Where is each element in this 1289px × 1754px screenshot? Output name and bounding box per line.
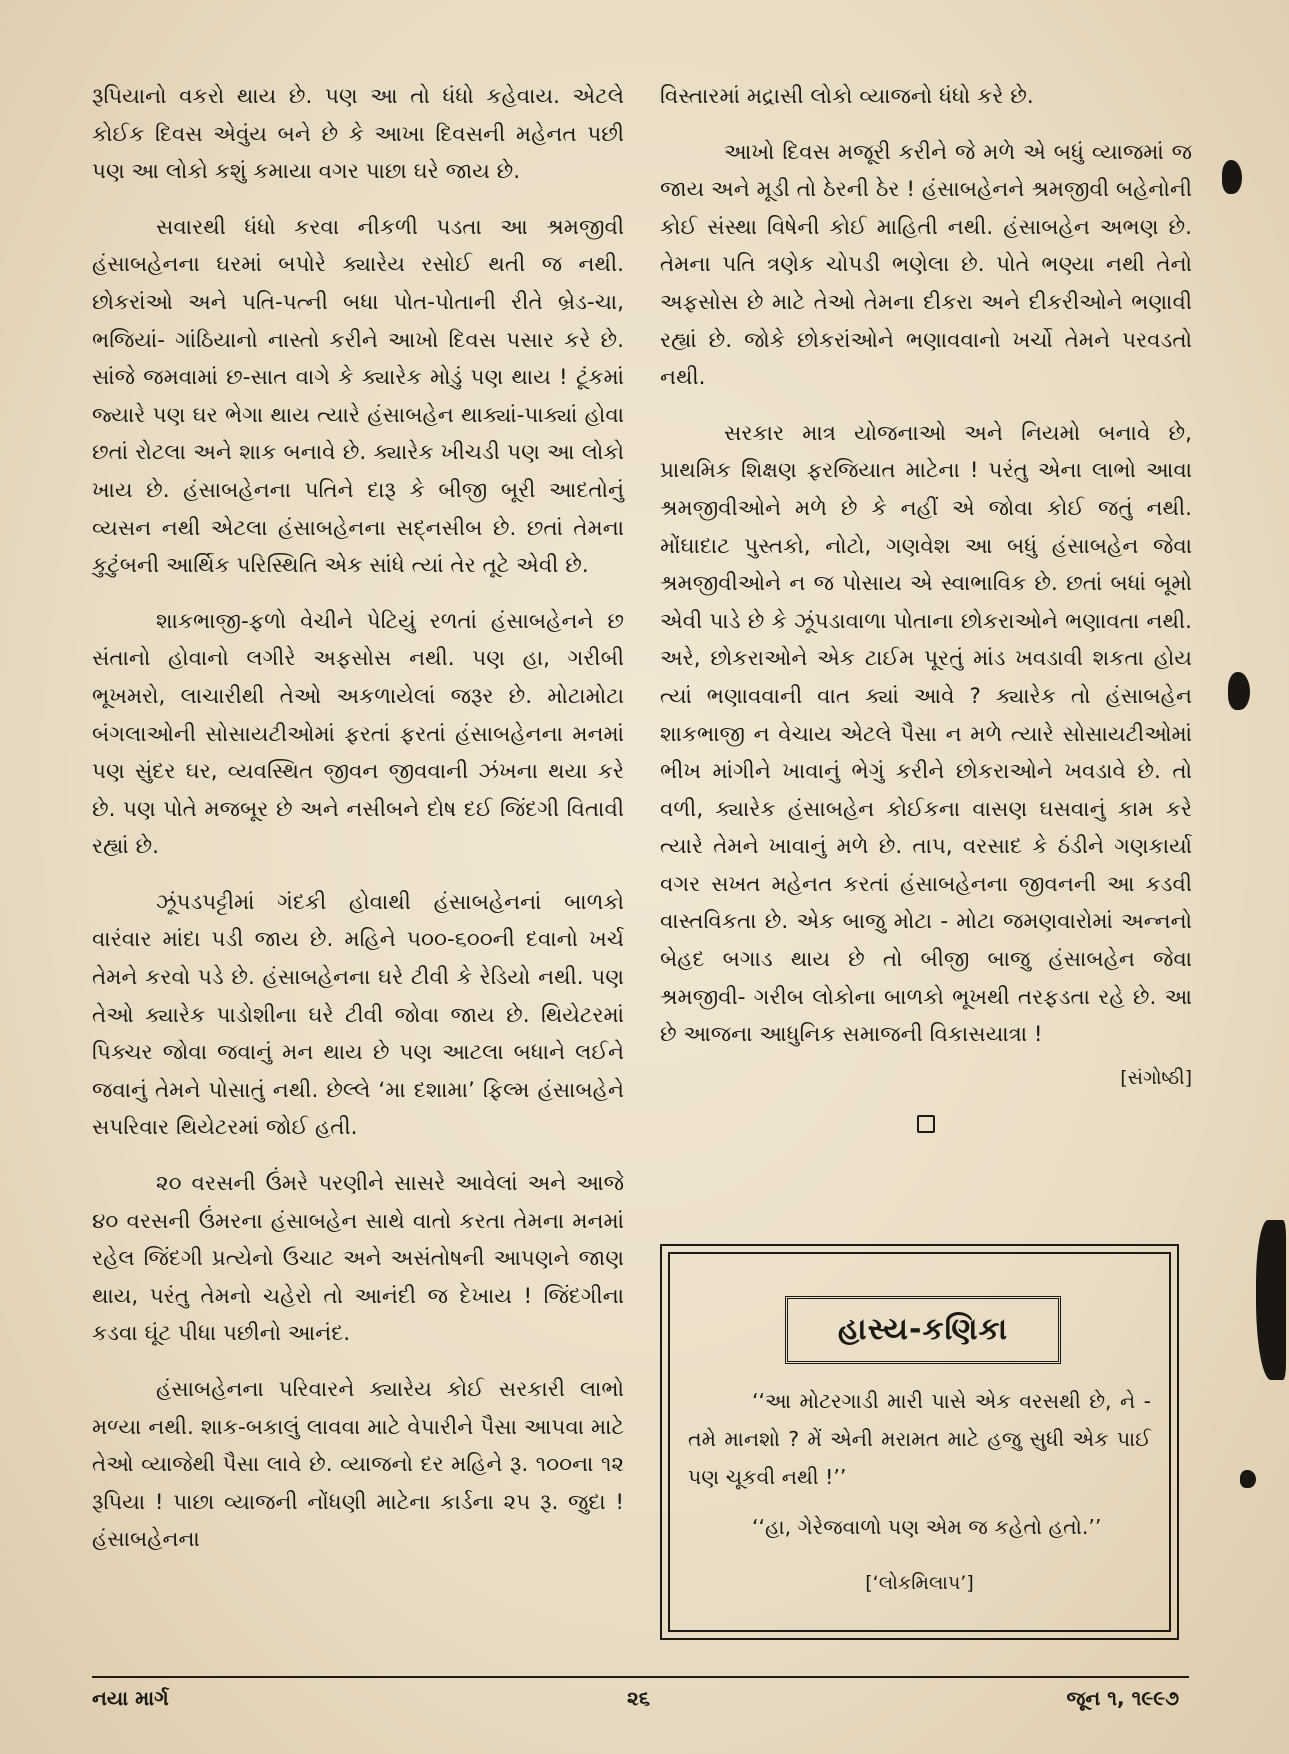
issue-date: જૂન ૧, ૧૯૯૭ bbox=[1066, 1686, 1179, 1710]
humor-box-title: હાસ્ય-કણિકા bbox=[785, 1296, 1061, 1364]
paragraph: ૨૦ વરસની ઉંમરે પરણીને સાસરે આવેલાં અને આજે ૪૦ વરસની ઉંમરના હંસાબહેન સાથે વાતો કરતા તેમના મનમાં રહેલ જિંદગી પ્રત્યેનો ઉચાટ અને અસંતોષની આપણને જાણ થાય, પરંતુ તેમનો ચહેરો તો આનંદી જ દેખાય ! જિંદગીના કડવા ઘૂંટ પીધા પછીનો આનંદ. bbox=[92, 1171, 624, 1347]
paragraph: સવારથી ધંધો કરવા નીકળી પડતા આ શ્રમજીવી હંસાબહેનના ઘરમાં બપોરે ક્યારેય રસોઈ થતી જ નથી. છોકરાંઓ અને પતિ-પત્ની બધા પોત-પોતાની રીતે બ્રેડ-ચા, ભજિયાં- ગાંઠિયાનો નાસ્તો કરીને આખો દિવસ પસાર કરે છે. સાંજે જમવામાં છ-સાત વાગે કે ક્યારેક મોડું પણ થાય ! ટૂંકમાં જ્યારે પણ ઘર ભેગા થાય ત્યારે હંસાબહેન થાક્યાં-પાક્યાં હોવા છતાં રોટલા અને શાક બનાવે છે. ક્યારેક ખીચડી પણ આ લોકો ખાય છે. હંસાબહેનના પતિને દારૂ કે બીજી બૂરી આદતોનું વ્યસન નથી એટલા હંસાબહેનના સદ્નસીબ છે. છતાં તેમના કુટુંબની આર્થિક પરિસ્થિતિ એક સાંધે ત્યાં તેર તૂટે એવી છે. bbox=[92, 214, 624, 579]
left-column bbox=[92, 78, 624, 1559]
page-number: ૨૬ bbox=[627, 1686, 650, 1710]
paragraph: સરકાર માત્ર યોજનાઓ અને નિયમો બનાવે છે, પ્રાથમિક શિક્ષણ ફરજિયાત માટેના ! પરંતુ એના લાભો આવા શ્રમજીવીઓને મળે છે કે નહીં એ જોવા કોઈ જતું નથી. મોંઘાદાટ પુસ્તકો, નોટો, ગણવેશ આ બધું હંસાબહેન જેવા શ્રમજીવીઓને ન જ પોસાય એ સ્વાભાવિક છે. છતાં બધાં બૂમો એવી પાડે છે કે ઝૂંપડાવાળા પોતાના છોકરાઓને ભણાવતા નથી. અરે, છોકરાઓને એક ટાઈમ પૂરતું માંડ ખવડાવી શકતા હોય ત્યાં ભણાવવાની વાત ક્યાં આવે ? ક્યારેક તો હંસાબહેન શાકભાજી ન વેચાય એટલે પૈસા ન મળે ત્યારે સોસાયટીઓમાં ભીખ માંગીને ખાવાનું ભેગું કરીને છોકરાઓને ખવડાવે છે. તો વળી, ક્યારેક હંસાબહેન કોઈકના વાસણ ઘસવાનું કામ કરે ત્યારે તેમને ખાવાનું મળે છે. તાપ, વરસાદ કે ઠંડીને ગણકાર્યા વગર સખત મહેનત કરતાં હંસાબહેનના જીવનની આ કડવી વાસ્તવિકતા છે. એક બાજુ મોટા - મોટા જમણવારોમાં અન્નનો બેહદ બગાડ થાય છે તો બીજી બાજુ હંસાબહેન જેવા શ્રમજીવી- ગરીબ લોકોના બાળકો ભૂખથી તરફડતા રહે છે. આ છે આજના આધુનિક સમાજની વિકાસયાત્રા ! bbox=[660, 420, 1192, 1048]
paragraph: આખો દિવસ મજૂરી કરીને જે મળે એ બધું વ્યાજમાં જ જાય અને મૂડી તો ઠેરની ઠેર ! હંસાબહેનને શ્રમજીવી બહેનોની કોઈ સંસ્થા વિષેની કોઈ માહિતી નથી. હંસાબહેન અભણ છે. તેમના પતિ ત્રણેક ચોપડી ભણેલા છે. પોતે ભણ્યા નથી તેનો અફસોસ છે માટે તેઓ તેમના દીકરા અને દીકરીઓને ભણાવી રહ્યાં છે. જોકે છોકરાંઓને ભણાવવાનો ખર્ચો તેમને પરવડતો નથી. bbox=[660, 139, 1192, 391]
paragraph: ઝૂંપડપટ્ટીમાં ગંદકી હોવાથી હંસાબહેનનાં બાળકો વારંવાર માંદા પડી જાય છે. મહિને ૫૦૦-૬૦૦ની દવાનો ખર્ચ તેમને કરવો પડે છે. હંસાબહેનના ઘરે ટીવી કે રેડિયો નથી. પણ તેઓ ક્યારેક પાડોશીના ઘરે ટીવી જોવા જાય છે. થિયેટરમાં પિક્ચર જોવા જવાનું મન થાય છે પણ આટલા બધાને લઈને જવાનું તેમને પોસાતું નથી. છેલ્લે ‘મા દશામા’ ફિલ્મ હંસાબહેને સપરિવાર થિયેટરમાં જોઈ હતી. bbox=[92, 889, 624, 1141]
humor-box bbox=[660, 1244, 1179, 1640]
article-source: [સંગોષ્ઠી] bbox=[1120, 1066, 1192, 1089]
paper-damage-mark bbox=[1256, 1220, 1286, 1380]
end-of-article-square-icon bbox=[917, 1115, 935, 1133]
humor-box-source: [‘લોકમિલાપ’] bbox=[865, 1572, 974, 1594]
paragraph: શાકભાજી-ફળો વેચીને પેટિયું રળતાં હંસાબહેનને છ સંતાનો હોવાનો લગીરે અફસોસ નથી. પણ હા, ગરીબી ભૂખમરો, લાચારીથી તેઓ અકળાયેલાં જરૂર છે. મોટામોટા બંગલાઓની સોસાયટીઓમાં ફરતાં ફરતાં હંસાબહેનના મનમાં પણ સુંદર ઘર, વ્યવસ્થિત જીવન જીવવાની ઝંખના થયા કરે છે. પણ પોતે મજબૂર છે અને નસીબને દોષ દઈ જિંદગી વિતાવી રહ્યાં છે. bbox=[92, 608, 624, 860]
right-column bbox=[660, 78, 1192, 1133]
joke-paragraph: ‘‘આ મોટરગાડી મારી પાસે એક વરસથી છે, ને - તમે માનશો ? મેં એની મરામત માટે હજુ સુધી એક પાઈ પણ ચૂકવી નથી !’’ bbox=[688, 1389, 1151, 1489]
paper-damage-mark bbox=[1228, 672, 1250, 710]
humor-box-inner-border bbox=[668, 1252, 1171, 1632]
magazine-name: નયા માર્ગ bbox=[92, 1686, 169, 1710]
paper-damage-mark bbox=[1240, 1470, 1256, 1488]
joke-paragraph: ‘‘હા, ગેરેજવાળો પણ એમ જ કહેતો હતો.’’ bbox=[752, 1515, 1102, 1539]
paragraph: વિસ્તારમાં મદ્રાસી લોકો વ્યાજનો ધંધો કરે છે. bbox=[660, 84, 1034, 109]
paragraph: હંસાબહેનના પરિવારને ક્યારેય કોઈ સરકારી લાભો મળ્યા નથી. શાક-બકાલું લાવવા માટે વેપારીને પૈસા આપવા માટે તેઓ વ્યાજેથી પૈસા લાવે છે. વ્યાજનો દર મહિને રૂ. ૧૦૦ના ૧૨ રૂપિયા ! પાછા વ્યાજની નોંધણી માટેના કાર્ડના ૨૫ રૂ. જુદા ! હંસાબહેનના bbox=[92, 1377, 624, 1553]
humor-box-body bbox=[688, 1382, 1151, 1602]
footer-rule bbox=[92, 1676, 1189, 1678]
paper-damage-mark bbox=[1222, 160, 1242, 194]
paragraph: રૂપિયાનો વકરો થાય છે. પણ આ તો ધંધો કહેવાય. એટલે કોઈક દિવસ એવુંય બને છે કે આખા દિવસની મહેનત પછી પણ આ લોકો કશું કમાયા વગર પાછા ઘરે જાય છે. bbox=[92, 84, 624, 185]
